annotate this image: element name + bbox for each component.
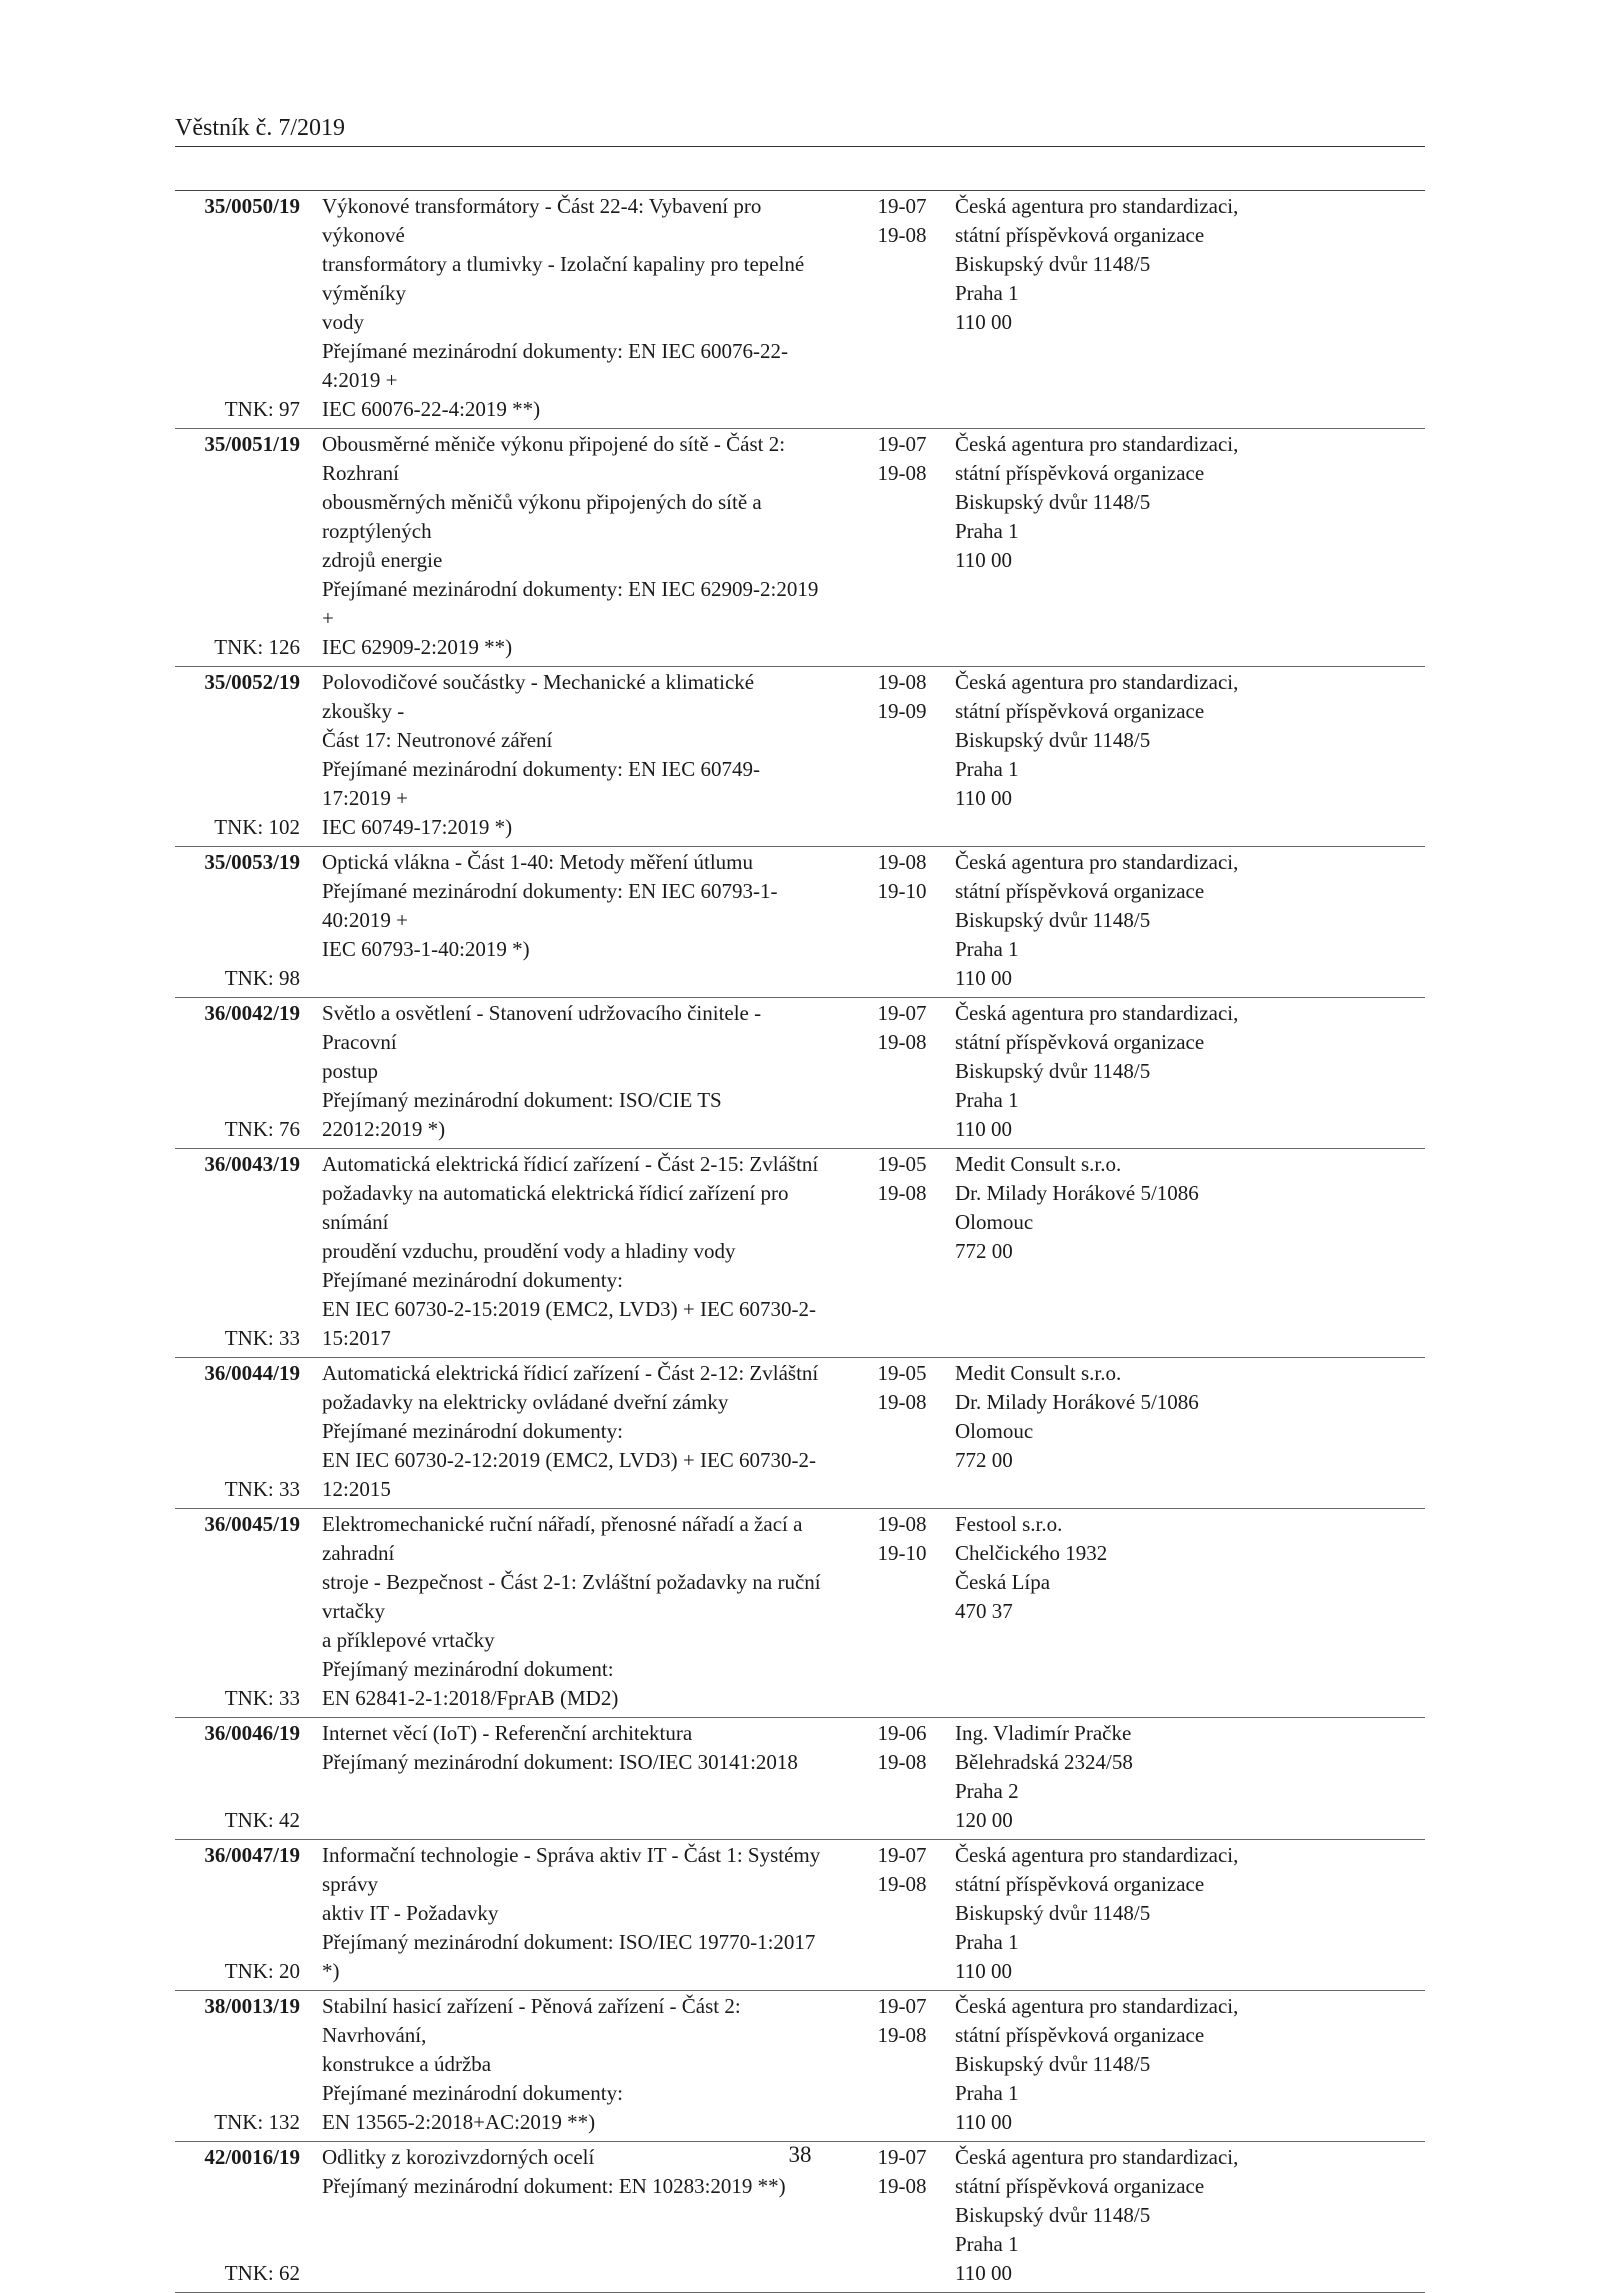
title-line: Optická vlákna - Část 1-40: Metody měření útlumu [322,850,753,874]
entry-date: 19-07 [877,2145,927,2169]
title-line: Informační technologie - Správa aktiv IT - Část 1: Systémy správy [322,1843,821,1896]
entry-id-cell [175,1359,300,1504]
organization-line: Olomouc [955,1210,1034,1234]
entry-organization-cell [955,1992,1425,2137]
entry-id-cell [175,430,300,662]
title-line: postup [322,1059,379,1083]
title-line: požadavky na elektricky ovládané dveřní zámky [322,1390,729,1414]
entry-date: 19-05 [877,1361,927,1385]
entry-number: 36/0045/19 [204,1512,300,1536]
entry-dates-cell [867,1510,937,1713]
entry-date: 19-08 [877,223,927,247]
organization-line: Česká agentura pro standardizaci, [955,1843,1239,1867]
organization-line: státní příspěvková organizace [955,2174,1205,2198]
table-row [175,847,1425,997]
organization-line: Ing. Vladimír Pračke [955,1721,1132,1745]
entry-number: 36/0042/19 [204,1001,300,1025]
title-line: obousměrných měničů výkonu připojených do sítě a rozptýlených [322,490,762,543]
row-content [175,848,1425,993]
row-content [175,999,1425,1144]
entry-tnk: TNK: 33 [224,1326,300,1350]
entry-date: 19-09 [877,699,927,723]
entry-number: 36/0043/19 [204,1152,300,1176]
organization-line: Dr. Milady Horákové 5/1086 [955,1181,1199,1205]
entry-date: 19-08 [877,850,927,874]
organization-line: 120 00 [955,1808,1013,1832]
title-line: Stabilní hasicí zařízení - Pěnová zařízení - Část 2: Navrhování, [322,1994,741,2047]
entry-dates-cell [867,1992,937,2137]
organization-line: 110 00 [955,548,1012,572]
title-line: Odlitky z korozivzdorných ocelí [322,2145,595,2169]
title-line: Přejímaný mezinárodní dokument: ISO/IEC 30141:2018 [322,1750,798,1774]
entry-title-cell [322,668,827,842]
organization-line: 110 00 [955,310,1012,334]
entry-id-cell [175,1510,300,1713]
organization-line: Praha 1 [955,757,1019,781]
entry-date: 19-08 [877,2174,927,2198]
entry-dates-cell [867,848,937,993]
title-line: Přejímané mezinárodní dokumenty: EN IEC 62909-2:2019 + [322,577,819,630]
entry-number: 35/0051/19 [204,432,300,456]
title-line: IEC 62909-2:2019 **) [322,635,513,659]
entry-date: 19-08 [877,1030,927,1054]
organization-line: Česká agentura pro standardizaci, [955,2145,1239,2169]
organization-line: 772 00 [955,1239,1013,1263]
title-line: Přejímané mezinárodní dokumenty: EN IEC 60793-1-40:2019 + [322,879,778,932]
entry-number: 36/0047/19 [204,1843,300,1867]
entry-tnk: TNK: 62 [224,2261,300,2285]
entry-organization-cell [955,848,1425,993]
entry-dates-cell [867,1719,937,1835]
entry-id-cell [175,1992,300,2137]
entry-date: 19-07 [877,1843,927,1867]
title-line: konstrukce a údržba [322,2052,492,2076]
title-line: EN IEC 60730-2-12:2019 (EMC2, LVD3) + IEC 60730-2-12:2015 [322,1448,817,1501]
organization-line: Česká agentura pro standardizaci, [955,670,1239,694]
entry-organization-cell [955,192,1425,424]
entry-tnk: TNK: 33 [224,1686,300,1710]
organization-line: Praha 1 [955,1930,1019,1954]
entry-title-cell [322,192,827,424]
organization-line: 110 00 [955,1117,1012,1141]
entry-dates-cell [867,1150,937,1353]
entry-date: 19-08 [877,1512,927,1536]
title-line: Přejímané mezinárodní dokumenty: [322,1419,623,1443]
organization-line: Praha 1 [955,281,1019,305]
title-line: Automatická elektrická řídicí zařízení - Část 2-15: Zvláštní [322,1152,819,1176]
entry-id-cell [175,1719,300,1835]
organization-line: 110 00 [955,966,1012,990]
organization-line: 110 00 [955,1959,1012,1983]
title-line: IEC 60076-22-4:2019 **) [322,397,541,421]
entry-date: 19-08 [877,1181,927,1205]
organization-line: Praha 1 [955,1088,1019,1112]
entry-organization-cell [955,1150,1425,1353]
entry-dates-cell [867,999,937,1144]
title-line: IEC 60749-17:2019 *) [322,815,513,839]
entry-organization-cell [955,1841,1425,1986]
entry-organization-cell [955,1359,1425,1504]
title-line: Přejímané mezinárodní dokumenty: [322,1268,623,1292]
organization-line: Chelčického 1932 [955,1541,1108,1565]
row-content [175,192,1425,424]
title-line: Obousměrné měniče výkonu připojené do sítě - Část 2: Rozhraní [322,432,786,485]
entry-number: 35/0052/19 [204,670,300,694]
entry-tnk: TNK: 33 [224,1477,300,1501]
organization-line: Praha 1 [955,2081,1019,2105]
organization-line: 470 37 [955,1599,1013,1623]
entry-id-cell [175,848,300,993]
organization-line: Bělehradská 2324/58 [955,1750,1133,1774]
entry-date: 19-05 [877,1152,927,1176]
organization-line: státní příspěvková organizace [955,879,1205,903]
entry-number: 36/0046/19 [204,1721,300,1745]
entry-title-cell [322,1150,827,1353]
entry-date: 19-07 [877,432,927,456]
table-row [175,1149,1425,1357]
organization-line: Česká Lípa [955,1570,1051,1594]
title-line: Přejímané mezinárodní dokumenty: EN IEC 60749-17:2019 + [322,757,760,810]
organization-line: Dr. Milady Horákové 5/1086 [955,1390,1199,1414]
organization-line: Česká agentura pro standardizaci, [955,1994,1239,2018]
title-line: zdrojů energie [322,548,443,572]
organization-line: 110 00 [955,786,1012,810]
organization-line: Biskupský dvůr 1148/5 [955,1059,1151,1083]
entry-date: 19-08 [877,1390,927,1414]
entry-organization-cell [955,1719,1425,1835]
entry-title-cell [322,848,827,993]
entry-organization-cell [955,668,1425,842]
title-line: Elektromechanické ruční nářadí, přenosné nářadí a žací a zahradní [322,1512,803,1565]
entry-dates-cell [867,192,937,424]
organization-line: Praha 1 [955,937,1019,961]
table-row [175,998,1425,1148]
row-content [175,1510,1425,1713]
row-content [175,1150,1425,1353]
organization-line: státní příspěvková organizace [955,223,1205,247]
title-line: Přejímané mezinárodní dokumenty: EN IEC 60076-22-4:2019 + [322,339,788,392]
entry-date: 19-07 [877,1994,927,2018]
organization-line: Biskupský dvůr 1148/5 [955,252,1151,276]
organization-line: státní příspěvková organizace [955,461,1205,485]
entry-tnk: TNK: 102 [214,815,300,839]
entry-number: 38/0013/19 [204,1994,300,2018]
entry-date: 19-08 [877,1872,927,1896]
journal-title: Věstník č. 7/2019 [175,115,345,141]
organization-line: 110 00 [955,2261,1012,2285]
organization-line: Medit Consult s.r.o. [955,1152,1122,1176]
title-line: a příklepové vrtačky [322,1628,495,1652]
entry-date: 19-07 [877,194,927,218]
entry-tnk: TNK: 126 [214,635,300,659]
title-line: Výkonové transformátory - Část 22-4: Vybavení pro výkonové [322,194,762,247]
organization-line: Česká agentura pro standardizaci, [955,1001,1239,1025]
organization-line: Biskupský dvůr 1148/5 [955,490,1151,514]
page-number: 38 [788,2142,812,2167]
entry-tnk: TNK: 98 [224,966,300,990]
title-line: aktiv IT - Požadavky [322,1901,499,1925]
title-line: požadavky na automatická elektrická řídicí zařízení pro snímání [322,1181,789,1234]
row-content [175,1359,1425,1504]
entry-id-cell [175,999,300,1144]
entry-tnk: TNK: 76 [224,1117,300,1141]
title-line: Přejímaný mezinárodní dokument: EN 10283:2019 **) [322,2174,786,2198]
standards-table [175,190,1425,2293]
title-line: Automatická elektrická řídicí zařízení - Část 2-12: Zvláštní [322,1361,819,1385]
entry-tnk: TNK: 42 [224,1808,300,1832]
entry-date: 19-10 [877,1541,927,1565]
organization-line: Biskupský dvůr 1148/5 [955,1901,1151,1925]
entry-tnk: TNK: 20 [224,1959,300,1983]
entry-date: 19-10 [877,879,927,903]
entry-id-cell [175,192,300,424]
row-content [175,668,1425,842]
entry-tnk: TNK: 97 [224,397,300,421]
organization-line: 110 00 [955,2110,1012,2134]
table-row [175,667,1425,846]
entry-dates-cell [867,1359,937,1504]
entry-date: 19-07 [877,1001,927,1025]
title-line: Internet věcí (IoT) - Referenční architektura [322,1721,693,1745]
entry-organization-cell [955,430,1425,662]
table-row [175,1840,1425,1990]
entry-number: 42/0016/19 [204,2145,300,2169]
table-row [175,1991,1425,2141]
organization-line: Česká agentura pro standardizaci, [955,432,1239,456]
title-line: Světlo a osvětlení - Stanovení udržovacího činitele - Pracovní [322,1001,762,1054]
entry-dates-cell [867,430,937,662]
entry-number: 35/0050/19 [204,194,300,218]
entry-title-cell [322,1719,827,1835]
table-row [175,191,1425,428]
entry-title-cell [322,1359,827,1504]
table-row [175,1358,1425,1508]
organization-line: státní příspěvková organizace [955,1030,1205,1054]
organization-line: Česká agentura pro standardizaci, [955,194,1239,218]
entry-tnk: TNK: 132 [214,2110,300,2134]
page-header [175,112,1425,147]
title-line: EN IEC 60730-2-15:2019 (EMC2, LVD3) + IEC 60730-2-15:2017 [322,1297,817,1350]
entry-number: 36/0044/19 [204,1361,300,1385]
organization-line: Biskupský dvůr 1148/5 [955,908,1151,932]
entry-date: 19-06 [877,1721,927,1745]
entry-title-cell [322,999,827,1144]
entry-id-cell [175,1150,300,1353]
entry-number: 35/0053/19 [204,850,300,874]
title-line: transformátory a tlumivky - Izolační kapaliny pro tepelné výměníky [322,252,805,305]
title-line: IEC 60793-1-40:2019 *) [322,937,530,961]
organization-line: Biskupský dvůr 1148/5 [955,728,1151,752]
organization-line: Praha 1 [955,2232,1019,2256]
title-line: Polovodičové součástky - Mechanické a klimatické zkoušky - [322,670,755,723]
entry-date: 19-08 [877,670,927,694]
title-line: stroje - Bezpečnost - Část 2-1: Zvláštní požadavky na ruční vrtačky [322,1570,821,1623]
entry-organization-cell [955,999,1425,1144]
entry-title-cell [322,1510,827,1713]
row-content [175,1992,1425,2137]
title-line: EN 62841-2-1:2018/FprAB (MD2) [322,1686,619,1710]
title-line: proudění vzduchu, proudění vody a hladiny vody [322,1239,736,1263]
title-line: Přejímané mezinárodní dokumenty: [322,2081,623,2105]
entry-dates-cell [867,668,937,842]
entry-title-cell [322,1992,827,2137]
organization-line: Medit Consult s.r.o. [955,1361,1122,1385]
title-line: vody [322,310,364,334]
organization-line: státní příspěvková organizace [955,699,1205,723]
title-line: Přejímaný mezinárodní dokument: [322,1657,614,1681]
organization-line: státní příspěvková organizace [955,1872,1205,1896]
entry-title-cell [322,1841,827,1986]
title-line: EN 13565-2:2018+AC:2019 **) [322,2110,596,2134]
organization-line: Česká agentura pro standardizaci, [955,850,1239,874]
organization-line: Praha 2 [955,1779,1019,1803]
row-content [175,1719,1425,1835]
organization-line: státní příspěvková organizace [955,2023,1205,2047]
title-line: Přejímaný mezinárodní dokument: ISO/IEC 19770-1:2017 *) [322,1930,816,1983]
row-content [175,1841,1425,1986]
organization-line: 772 00 [955,1448,1013,1472]
entry-date: 19-08 [877,2023,927,2047]
organization-line: Biskupský dvůr 1148/5 [955,2203,1151,2227]
entry-organization-cell [955,1510,1425,1713]
organization-line: Biskupský dvůr 1148/5 [955,2052,1151,2076]
table-row [175,429,1425,666]
entry-title-cell [322,430,827,662]
title-line: Část 17: Neutronové záření [322,728,553,752]
title-line: Přejímaný mezinárodní dokument: ISO/CIE TS 22012:2019 *) [322,1088,722,1141]
organization-line: Festool s.r.o. [955,1512,1063,1536]
table-row [175,1718,1425,1839]
entry-date: 19-08 [877,1750,927,1774]
organization-line: Olomouc [955,1419,1034,1443]
row-content [175,430,1425,662]
organization-line: Praha 1 [955,519,1019,543]
entry-dates-cell [867,1841,937,1986]
table-row [175,1509,1425,1717]
entry-date: 19-08 [877,461,927,485]
entry-id-cell [175,668,300,842]
entry-id-cell [175,1841,300,1986]
